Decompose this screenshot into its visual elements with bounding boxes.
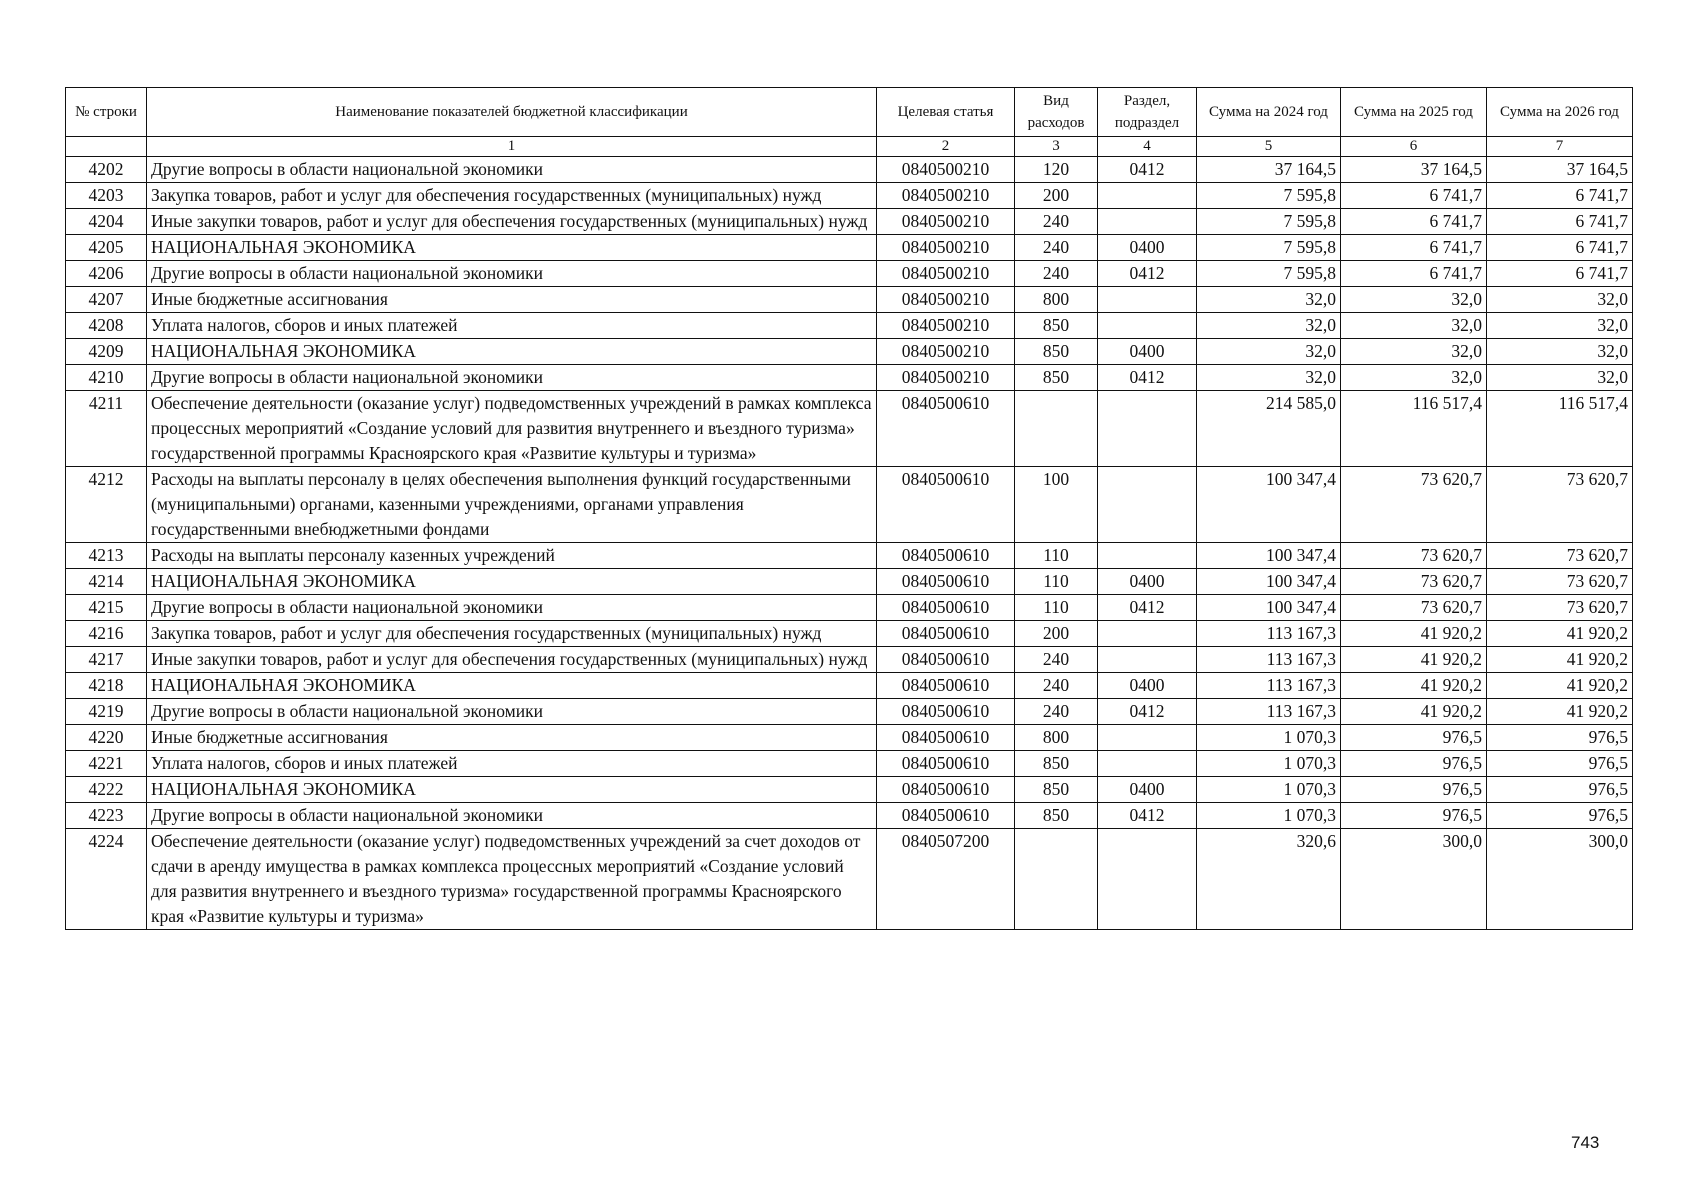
row-number: 4202 xyxy=(66,157,147,183)
sum-2026: 32,0 xyxy=(1487,339,1633,365)
expense-type: 850 xyxy=(1015,339,1098,365)
table-row xyxy=(66,751,1633,777)
expense-type: 800 xyxy=(1015,725,1098,751)
sum-2025: 6 741,7 xyxy=(1341,261,1487,287)
sum-2025: 300,0 xyxy=(1341,829,1487,930)
sum-2026: 37 164,5 xyxy=(1487,157,1633,183)
page-number: 743 xyxy=(1571,1133,1600,1152)
row-number: 4209 xyxy=(66,339,147,365)
sum-2025: 6 741,7 xyxy=(1341,183,1487,209)
expense-type: 240 xyxy=(1015,235,1098,261)
row-number: 4221 xyxy=(66,751,147,777)
sum-2024: 100 347,4 xyxy=(1197,467,1341,543)
expense-type xyxy=(1015,829,1098,930)
sum-2026: 976,5 xyxy=(1487,777,1633,803)
table-header xyxy=(66,88,1633,157)
expense-type: 850 xyxy=(1015,365,1098,391)
target-article: 0840500610 xyxy=(877,391,1015,467)
row-number: 4216 xyxy=(66,621,147,647)
sum-2024: 320,6 xyxy=(1197,829,1341,930)
expense-type: 850 xyxy=(1015,803,1098,829)
sum-2024: 100 347,4 xyxy=(1197,543,1341,569)
target-article: 0840500610 xyxy=(877,777,1015,803)
table-row xyxy=(66,829,1633,930)
sum-2026: 6 741,7 xyxy=(1487,261,1633,287)
section-code xyxy=(1098,391,1197,467)
expense-type xyxy=(1015,391,1098,467)
sum-2025: 116 517,4 xyxy=(1341,391,1487,467)
sum-2025: 37 164,5 xyxy=(1341,157,1487,183)
sum-2024: 7 595,8 xyxy=(1197,261,1341,287)
column-index xyxy=(66,137,147,157)
expense-type: 200 xyxy=(1015,183,1098,209)
section-code: 0412 xyxy=(1098,803,1197,829)
sum-2026: 32,0 xyxy=(1487,287,1633,313)
column-index: 5 xyxy=(1197,137,1341,157)
sum-2024: 1 070,3 xyxy=(1197,777,1341,803)
target-article: 0840500610 xyxy=(877,569,1015,595)
indicator-name: НАЦИОНАЛЬНАЯ ЭКОНОМИКА xyxy=(147,339,877,365)
sum-2025: 976,5 xyxy=(1341,751,1487,777)
sum-2025: 6 741,7 xyxy=(1341,209,1487,235)
indicator-name: Закупка товаров, работ и услуг для обеспечения государственных (муниципальных) нужд xyxy=(147,183,877,209)
sum-2025: 976,5 xyxy=(1341,803,1487,829)
row-number: 4222 xyxy=(66,777,147,803)
indicator-name: Обеспечение деятельности (оказание услуг) подведомственных учреждений за счет доходов от сдачи в аренду имущества в рамках комплекса процессных мероприятий «Создание условий для развития внутреннего и въездного туризма» государственной программы Красноярского края «Развитие культуры и туризма» xyxy=(147,829,877,930)
column-index: 7 xyxy=(1487,137,1633,157)
indicator-name: НАЦИОНАЛЬНАЯ ЭКОНОМИКА xyxy=(147,777,877,803)
indicator-name: Другие вопросы в области национальной экономики xyxy=(147,699,877,725)
indicator-name: НАЦИОНАЛЬНАЯ ЭКОНОМИКА xyxy=(147,569,877,595)
sum-2026: 41 920,2 xyxy=(1487,699,1633,725)
sum-2024: 100 347,4 xyxy=(1197,595,1341,621)
table-row xyxy=(66,365,1633,391)
table-body xyxy=(66,157,1633,930)
sum-2025: 73 620,7 xyxy=(1341,569,1487,595)
row-number: 4223 xyxy=(66,803,147,829)
target-article: 0840500610 xyxy=(877,699,1015,725)
section-code: 0400 xyxy=(1098,777,1197,803)
table-row xyxy=(66,699,1633,725)
sum-2024: 32,0 xyxy=(1197,287,1341,313)
table-row xyxy=(66,261,1633,287)
indicator-name: Иные закупки товаров, работ и услуг для обеспечения государственных (муниципальных) нужд xyxy=(147,647,877,673)
table-row xyxy=(66,569,1633,595)
table-row xyxy=(66,725,1633,751)
sum-2024: 113 167,3 xyxy=(1197,647,1341,673)
indicator-name: Закупка товаров, работ и услуг для обеспечения государственных (муниципальных) нужд xyxy=(147,621,877,647)
expense-type: 200 xyxy=(1015,621,1098,647)
sum-2026: 6 741,7 xyxy=(1487,209,1633,235)
target-article: 0840500610 xyxy=(877,467,1015,543)
indicator-name: Иные бюджетные ассигнования xyxy=(147,287,877,313)
indicator-name: Другие вопросы в области национальной экономики xyxy=(147,365,877,391)
budget-table xyxy=(65,87,1633,930)
indicator-name: Расходы на выплаты персоналу казенных учреждений xyxy=(147,543,877,569)
header-expense-type: Вид расходов xyxy=(1015,88,1098,137)
section-code xyxy=(1098,209,1197,235)
table-row xyxy=(66,339,1633,365)
sum-2024: 214 585,0 xyxy=(1197,391,1341,467)
header-indicator-name: Наименование показателей бюджетной классификации xyxy=(147,88,877,137)
row-number: 4219 xyxy=(66,699,147,725)
sum-2025: 32,0 xyxy=(1341,339,1487,365)
sum-2024: 7 595,8 xyxy=(1197,235,1341,261)
indicator-name: Иные бюджетные ассигнования xyxy=(147,725,877,751)
target-article: 0840500210 xyxy=(877,235,1015,261)
sum-2026: 32,0 xyxy=(1487,313,1633,339)
table-row xyxy=(66,467,1633,543)
sum-2026: 73 620,7 xyxy=(1487,595,1633,621)
sum-2026: 116 517,4 xyxy=(1487,391,1633,467)
target-article: 0840500210 xyxy=(877,313,1015,339)
section-code xyxy=(1098,543,1197,569)
target-article: 0840500210 xyxy=(877,339,1015,365)
target-article: 0840500210 xyxy=(877,209,1015,235)
sum-2025: 41 920,2 xyxy=(1341,673,1487,699)
sum-2024: 32,0 xyxy=(1197,313,1341,339)
table-row xyxy=(66,313,1633,339)
target-article: 0840500210 xyxy=(877,287,1015,313)
indicator-name: Обеспечение деятельности (оказание услуг) подведомственных учреждений в рамках комплекса процессных мероприятий «Создание условий для развития внутреннего и въездного туризма» государственной программы Красноярского края «Развитие культуры и туризма» xyxy=(147,391,877,467)
section-code xyxy=(1098,725,1197,751)
sum-2025: 73 620,7 xyxy=(1341,595,1487,621)
sum-2026: 976,5 xyxy=(1487,725,1633,751)
section-code: 0400 xyxy=(1098,235,1197,261)
sum-2025: 41 920,2 xyxy=(1341,699,1487,725)
row-number: 4215 xyxy=(66,595,147,621)
row-number: 4211 xyxy=(66,391,147,467)
expense-type: 240 xyxy=(1015,699,1098,725)
expense-type: 110 xyxy=(1015,543,1098,569)
sum-2024: 1 070,3 xyxy=(1197,803,1341,829)
sum-2026: 41 920,2 xyxy=(1487,673,1633,699)
sum-2026: 32,0 xyxy=(1487,365,1633,391)
sum-2024: 100 347,4 xyxy=(1197,569,1341,595)
sum-2026: 976,5 xyxy=(1487,803,1633,829)
row-number: 4203 xyxy=(66,183,147,209)
table-row xyxy=(66,621,1633,647)
sum-2024: 7 595,8 xyxy=(1197,183,1341,209)
header-sum-2026: Сумма на 2026 год xyxy=(1487,88,1633,137)
sum-2024: 32,0 xyxy=(1197,339,1341,365)
section-code xyxy=(1098,829,1197,930)
expense-type: 850 xyxy=(1015,751,1098,777)
sum-2024: 113 167,3 xyxy=(1197,673,1341,699)
row-number: 4210 xyxy=(66,365,147,391)
expense-type: 100 xyxy=(1015,467,1098,543)
row-number: 4217 xyxy=(66,647,147,673)
indicator-name: Другие вопросы в области национальной экономики xyxy=(147,803,877,829)
column-index: 1 xyxy=(147,137,877,157)
section-code xyxy=(1098,183,1197,209)
header-target-article: Целевая статья xyxy=(877,88,1015,137)
sum-2026: 73 620,7 xyxy=(1487,569,1633,595)
sum-2024: 7 595,8 xyxy=(1197,209,1341,235)
table-row xyxy=(66,647,1633,673)
section-code xyxy=(1098,313,1197,339)
table-row xyxy=(66,209,1633,235)
section-code: 0412 xyxy=(1098,595,1197,621)
table-row xyxy=(66,235,1633,261)
expense-type: 110 xyxy=(1015,595,1098,621)
target-article: 0840507200 xyxy=(877,829,1015,930)
sum-2026: 976,5 xyxy=(1487,751,1633,777)
target-article: 0840500610 xyxy=(877,725,1015,751)
column-index-row xyxy=(66,137,1633,157)
target-article: 0840500210 xyxy=(877,365,1015,391)
indicator-name: НАЦИОНАЛЬНАЯ ЭКОНОМИКА xyxy=(147,673,877,699)
table-row xyxy=(66,777,1633,803)
sum-2026: 41 920,2 xyxy=(1487,621,1633,647)
table-row xyxy=(66,803,1633,829)
row-number: 4204 xyxy=(66,209,147,235)
expense-type: 800 xyxy=(1015,287,1098,313)
target-article: 0840500610 xyxy=(877,751,1015,777)
sum-2025: 73 620,7 xyxy=(1341,543,1487,569)
sum-2025: 976,5 xyxy=(1341,725,1487,751)
sum-2026: 41 920,2 xyxy=(1487,647,1633,673)
target-article: 0840500610 xyxy=(877,803,1015,829)
table-row xyxy=(66,595,1633,621)
section-code: 0400 xyxy=(1098,339,1197,365)
row-number: 4224 xyxy=(66,829,147,930)
sum-2024: 113 167,3 xyxy=(1197,621,1341,647)
section-code xyxy=(1098,467,1197,543)
indicator-name: Иные закупки товаров, работ и услуг для обеспечения государственных (муниципальных) нужд xyxy=(147,209,877,235)
sum-2024: 1 070,3 xyxy=(1197,725,1341,751)
table-row xyxy=(66,391,1633,467)
column-index: 2 xyxy=(877,137,1015,157)
indicator-name: Другие вопросы в области национальной экономики xyxy=(147,595,877,621)
sum-2025: 41 920,2 xyxy=(1341,621,1487,647)
header-row-number: № строки xyxy=(66,88,147,137)
section-code: 0412 xyxy=(1098,261,1197,287)
table-row xyxy=(66,183,1633,209)
sum-2025: 6 741,7 xyxy=(1341,235,1487,261)
target-article: 0840500610 xyxy=(877,673,1015,699)
sum-2025: 976,5 xyxy=(1341,777,1487,803)
header-sum-2025: Сумма на 2025 год xyxy=(1341,88,1487,137)
sum-2026: 300,0 xyxy=(1487,829,1633,930)
section-code: 0400 xyxy=(1098,569,1197,595)
target-article: 0840500610 xyxy=(877,543,1015,569)
sum-2024: 1 070,3 xyxy=(1197,751,1341,777)
expense-type: 850 xyxy=(1015,313,1098,339)
row-number: 4206 xyxy=(66,261,147,287)
expense-type: 240 xyxy=(1015,673,1098,699)
sum-2025: 41 920,2 xyxy=(1341,647,1487,673)
row-number: 4218 xyxy=(66,673,147,699)
target-article: 0840500210 xyxy=(877,183,1015,209)
indicator-name: Уплата налогов, сборов и иных платежей xyxy=(147,313,877,339)
expense-type: 110 xyxy=(1015,569,1098,595)
column-index: 3 xyxy=(1015,137,1098,157)
column-index: 4 xyxy=(1098,137,1197,157)
target-article: 0840500610 xyxy=(877,595,1015,621)
expense-type: 120 xyxy=(1015,157,1098,183)
header-sum-2024: Сумма на 2024 год xyxy=(1197,88,1341,137)
table-row xyxy=(66,157,1633,183)
indicator-name: Расходы на выплаты персоналу в целях обеспечения выполнения функций государственными (муниципальными) органами, казенными учреждениями, органами управления государственными внебюджетными фондами xyxy=(147,467,877,543)
sum-2025: 73 620,7 xyxy=(1341,467,1487,543)
indicator-name: Другие вопросы в области национальной экономики xyxy=(147,261,877,287)
expense-type: 240 xyxy=(1015,209,1098,235)
expense-type: 850 xyxy=(1015,777,1098,803)
header-section: Раздел, подраздел xyxy=(1098,88,1197,137)
row-number: 4208 xyxy=(66,313,147,339)
sum-2025: 32,0 xyxy=(1341,365,1487,391)
target-article: 0840500610 xyxy=(877,647,1015,673)
section-code xyxy=(1098,621,1197,647)
section-code xyxy=(1098,287,1197,313)
target-article: 0840500610 xyxy=(877,621,1015,647)
section-code: 0412 xyxy=(1098,157,1197,183)
sum-2026: 73 620,7 xyxy=(1487,467,1633,543)
sum-2026: 6 741,7 xyxy=(1487,183,1633,209)
sum-2025: 32,0 xyxy=(1341,313,1487,339)
indicator-name: НАЦИОНАЛЬНАЯ ЭКОНОМИКА xyxy=(147,235,877,261)
section-code xyxy=(1098,647,1197,673)
row-number: 4220 xyxy=(66,725,147,751)
sum-2024: 113 167,3 xyxy=(1197,699,1341,725)
table-row xyxy=(66,287,1633,313)
target-article: 0840500210 xyxy=(877,261,1015,287)
indicator-name: Другие вопросы в области национальной экономики xyxy=(147,157,877,183)
row-number: 4207 xyxy=(66,287,147,313)
row-number: 4213 xyxy=(66,543,147,569)
sum-2024: 37 164,5 xyxy=(1197,157,1341,183)
sum-2024: 32,0 xyxy=(1197,365,1341,391)
column-index: 6 xyxy=(1341,137,1487,157)
expense-type: 240 xyxy=(1015,647,1098,673)
section-code: 0412 xyxy=(1098,699,1197,725)
row-number: 4205 xyxy=(66,235,147,261)
sum-2026: 6 741,7 xyxy=(1487,235,1633,261)
section-code xyxy=(1098,751,1197,777)
row-number: 4214 xyxy=(66,569,147,595)
section-code: 0400 xyxy=(1098,673,1197,699)
section-code: 0412 xyxy=(1098,365,1197,391)
sum-2025: 32,0 xyxy=(1341,287,1487,313)
row-number: 4212 xyxy=(66,467,147,543)
indicator-name: Уплата налогов, сборов и иных платежей xyxy=(147,751,877,777)
table-row xyxy=(66,673,1633,699)
expense-type: 240 xyxy=(1015,261,1098,287)
target-article: 0840500210 xyxy=(877,157,1015,183)
sum-2026: 73 620,7 xyxy=(1487,543,1633,569)
table-row xyxy=(66,543,1633,569)
